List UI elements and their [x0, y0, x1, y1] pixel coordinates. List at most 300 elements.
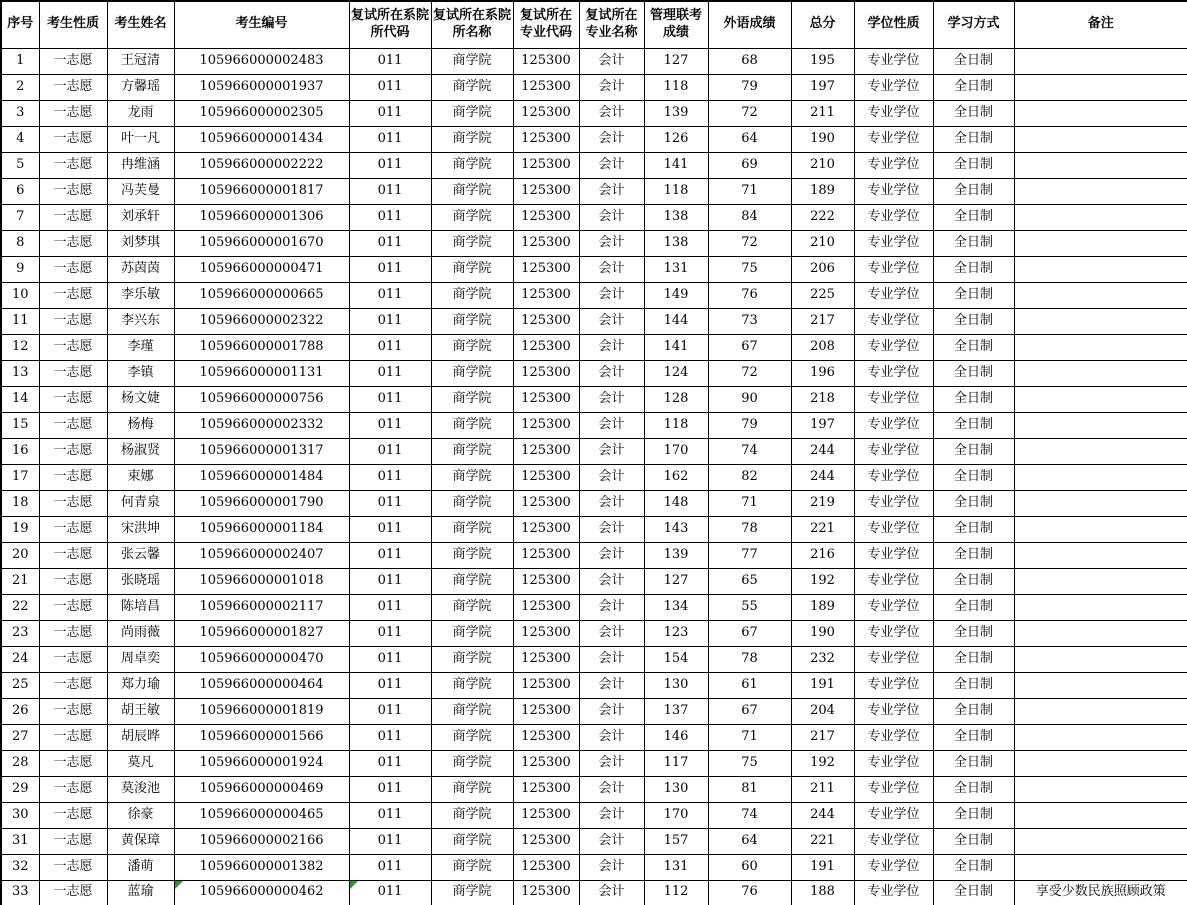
table-cell: 商学院 [431, 178, 513, 204]
table-cell: 专业学位 [854, 48, 933, 74]
table-cell: 189 [791, 594, 854, 620]
table-cell: 商学院 [431, 464, 513, 490]
table-cell: 137 [644, 698, 708, 724]
table-cell: 105966000000462 [174, 880, 349, 905]
table-cell: 商学院 [431, 516, 513, 542]
table-cell: 专业学位 [854, 360, 933, 386]
table-cell: 125300 [513, 880, 579, 905]
table-cell: 商学院 [431, 256, 513, 282]
table-cell: 商学院 [431, 386, 513, 412]
table-cell: 208 [791, 334, 854, 360]
table-cell: 125300 [513, 542, 579, 568]
table-cell: 146 [644, 724, 708, 750]
table-cell: 125300 [513, 308, 579, 334]
table-cell: 73 [708, 308, 791, 334]
table-cell: 125300 [513, 672, 579, 698]
table-cell: 125300 [513, 490, 579, 516]
table-cell: 011 [349, 646, 431, 672]
table-cell: 125300 [513, 724, 579, 750]
table-cell: 105966000002117 [174, 594, 349, 620]
table-cell: 一志愿 [39, 568, 107, 594]
table-cell: 125300 [513, 568, 579, 594]
table-cell [1014, 672, 1187, 698]
table-row [1, 386, 1187, 412]
table-cell: 苏茵茵 [107, 256, 174, 282]
table-cell [1014, 490, 1187, 516]
table-cell: 全日制 [933, 230, 1014, 256]
table-cell: 13 [1, 360, 39, 386]
table-row [1, 880, 1187, 905]
table-cell: 会计 [579, 308, 644, 334]
table-cell: 105966000002332 [174, 412, 349, 438]
column-header-14: 备注 [1014, 1, 1187, 48]
table-row [1, 750, 1187, 776]
table-cell: 叶一凡 [107, 126, 174, 152]
table-cell [1014, 724, 1187, 750]
table-cell: 216 [791, 542, 854, 568]
table-cell: 全日制 [933, 542, 1014, 568]
table-cell: 李镇 [107, 360, 174, 386]
table-cell: 全日制 [933, 802, 1014, 828]
table-row [1, 438, 1187, 464]
table-cell: 李兴东 [107, 308, 174, 334]
table-cell [1014, 334, 1187, 360]
table-cell: 全日制 [933, 282, 1014, 308]
table-cell [1014, 126, 1187, 152]
table-cell: 118 [644, 74, 708, 100]
table-cell: 全日制 [933, 724, 1014, 750]
table-cell: 011 [349, 516, 431, 542]
table-cell: 71 [708, 490, 791, 516]
table-cell: 118 [644, 412, 708, 438]
table-cell: 专业学位 [854, 750, 933, 776]
table-cell: 84 [708, 204, 791, 230]
table-cell: 一志愿 [39, 360, 107, 386]
table-cell: 124 [644, 360, 708, 386]
table-cell: 14 [1, 386, 39, 412]
table-cell: 105966000001788 [174, 334, 349, 360]
table-row [1, 828, 1187, 854]
table-cell: 1 [1, 48, 39, 74]
table-cell: 专业学位 [854, 776, 933, 802]
table-cell [1014, 256, 1187, 282]
column-header-1: 序号 [1, 1, 39, 48]
table-cell: 全日制 [933, 646, 1014, 672]
column-header-5: 复试所在系院所代码 [349, 1, 431, 48]
table-cell: 一志愿 [39, 204, 107, 230]
table-cell: 18 [1, 490, 39, 516]
table-cell: 125300 [513, 100, 579, 126]
table-cell: 商学院 [431, 152, 513, 178]
table-row [1, 594, 1187, 620]
table-cell: 125300 [513, 464, 579, 490]
table-cell: 全日制 [933, 334, 1014, 360]
table-cell: 131 [644, 256, 708, 282]
table-cell: 商学院 [431, 828, 513, 854]
table-cell: 76 [708, 282, 791, 308]
table-cell: 105966000001790 [174, 490, 349, 516]
table-cell [1014, 308, 1187, 334]
table-cell: 会计 [579, 672, 644, 698]
table-row [1, 802, 1187, 828]
table-cell: 一志愿 [39, 750, 107, 776]
table-cell: 105966000001306 [174, 204, 349, 230]
table-cell: 专业学位 [854, 74, 933, 100]
table-cell [1014, 776, 1187, 802]
table-cell: 全日制 [933, 464, 1014, 490]
table-cell [1014, 152, 1187, 178]
table-cell: 105966000002166 [174, 828, 349, 854]
table-cell: 131 [644, 854, 708, 880]
table-cell: 189 [791, 178, 854, 204]
table-cell: 商学院 [431, 568, 513, 594]
table-cell [1014, 698, 1187, 724]
table-cell: 全日制 [933, 178, 1014, 204]
column-header-3: 考生姓名 [107, 1, 174, 48]
table-cell: 105966000001937 [174, 74, 349, 100]
table-cell: 7 [1, 204, 39, 230]
table-cell: 一志愿 [39, 74, 107, 100]
table-cell: 67 [708, 698, 791, 724]
table-cell: 78 [708, 646, 791, 672]
table-cell: 一志愿 [39, 542, 107, 568]
table-cell: 192 [791, 568, 854, 594]
table-cell: 一志愿 [39, 386, 107, 412]
table-cell: 81 [708, 776, 791, 802]
table-cell: 23 [1, 620, 39, 646]
table-row [1, 204, 1187, 230]
table-cell: 冯芙曼 [107, 178, 174, 204]
table-cell: 105966000001018 [174, 568, 349, 594]
table-row [1, 230, 1187, 256]
table-cell [1014, 568, 1187, 594]
table-cell: 190 [791, 126, 854, 152]
table-cell: 5 [1, 152, 39, 178]
table-cell [1014, 282, 1187, 308]
table-cell: 211 [791, 776, 854, 802]
table-cell: 011 [349, 204, 431, 230]
table-cell [1014, 74, 1187, 100]
table-cell: 191 [791, 672, 854, 698]
table-cell: 105966000000470 [174, 646, 349, 672]
table-cell: 64 [708, 126, 791, 152]
table-cell: 专业学位 [854, 620, 933, 646]
table-cell: 享受少数民族照顾政策 [1014, 880, 1187, 905]
table-cell: 商学院 [431, 854, 513, 880]
table-cell: 138 [644, 204, 708, 230]
table-cell: 55 [708, 594, 791, 620]
table-cell: 全日制 [933, 412, 1014, 438]
table-cell: 105966000000465 [174, 802, 349, 828]
table-cell: 商学院 [431, 308, 513, 334]
table-cell: 方馨瑶 [107, 74, 174, 100]
table-cell: 222 [791, 204, 854, 230]
table-cell: 244 [791, 438, 854, 464]
table-cell: 全日制 [933, 594, 1014, 620]
table-cell: 全日制 [933, 672, 1014, 698]
table-cell: 162 [644, 464, 708, 490]
table-cell: 会计 [579, 490, 644, 516]
table-cell: 011 [349, 74, 431, 100]
column-header-7: 复试所在专业代码 [513, 1, 579, 48]
table-cell: 219 [791, 490, 854, 516]
table-cell: 商学院 [431, 126, 513, 152]
table-cell: 127 [644, 48, 708, 74]
table-cell: 会计 [579, 204, 644, 230]
table-cell: 79 [708, 412, 791, 438]
table-cell: 会计 [579, 230, 644, 256]
table-cell: 75 [708, 750, 791, 776]
table-cell: 125300 [513, 334, 579, 360]
table-cell: 会计 [579, 334, 644, 360]
table-cell: 128 [644, 386, 708, 412]
table-cell: 105966000000471 [174, 256, 349, 282]
table-cell: 张晓瑶 [107, 568, 174, 594]
table-cell: 专业学位 [854, 386, 933, 412]
table-cell: 105966000002407 [174, 542, 349, 568]
table-cell: 011 [349, 672, 431, 698]
table-cell: 011 [349, 334, 431, 360]
table-cell: 全日制 [933, 854, 1014, 880]
table-cell: 011 [349, 126, 431, 152]
table-cell: 125300 [513, 256, 579, 282]
table-cell [1014, 204, 1187, 230]
table-cell: 一志愿 [39, 620, 107, 646]
table-cell: 170 [644, 438, 708, 464]
table-row [1, 854, 1187, 880]
table-cell: 刘梦琪 [107, 230, 174, 256]
table-cell: 专业学位 [854, 308, 933, 334]
table-cell: 125300 [513, 750, 579, 776]
table-cell: 专业学位 [854, 854, 933, 880]
table-cell [1014, 542, 1187, 568]
table-cell: 李乐敏 [107, 282, 174, 308]
table-cell: 全日制 [933, 386, 1014, 412]
table-cell: 011 [349, 308, 431, 334]
table-cell: 011 [349, 620, 431, 646]
table-cell: 33 [1, 880, 39, 905]
table-cell: 011 [349, 282, 431, 308]
table-cell: 专业学位 [854, 568, 933, 594]
table-cell [1014, 438, 1187, 464]
table-cell: 专业学位 [854, 230, 933, 256]
table-cell: 204 [791, 698, 854, 724]
table-cell: 会计 [579, 776, 644, 802]
table-cell: 138 [644, 230, 708, 256]
table-cell: 潘萌 [107, 854, 174, 880]
table-cell: 会计 [579, 724, 644, 750]
table-cell: 011 [349, 776, 431, 802]
table-cell: 会计 [579, 152, 644, 178]
table-cell: 79 [708, 74, 791, 100]
table-row [1, 334, 1187, 360]
table-cell: 011 [349, 360, 431, 386]
table-cell: 105966000000665 [174, 282, 349, 308]
table-cell: 会计 [579, 48, 644, 74]
table-cell: 徐豪 [107, 802, 174, 828]
table-cell: 12 [1, 334, 39, 360]
table-cell: 李瑾 [107, 334, 174, 360]
table-cell: 一志愿 [39, 646, 107, 672]
table-cell: 67 [708, 620, 791, 646]
table-cell: 商学院 [431, 490, 513, 516]
table-cell: 一志愿 [39, 412, 107, 438]
table-cell: 一志愿 [39, 334, 107, 360]
table-cell: 72 [708, 360, 791, 386]
table-cell: 60 [708, 854, 791, 880]
table-cell: 专业学位 [854, 724, 933, 750]
table-cell: 191 [791, 854, 854, 880]
table-cell: 杨梅 [107, 412, 174, 438]
table-cell: 一志愿 [39, 724, 107, 750]
table-row [1, 724, 1187, 750]
table-cell: 王冠清 [107, 48, 174, 74]
table-cell: 244 [791, 802, 854, 828]
table-cell: 126 [644, 126, 708, 152]
table-cell: 011 [349, 386, 431, 412]
table-cell: 16 [1, 438, 39, 464]
table-cell: 全日制 [933, 100, 1014, 126]
table-cell: 会计 [579, 100, 644, 126]
table-cell: 105966000001131 [174, 360, 349, 386]
table-row [1, 126, 1187, 152]
table-cell: 会计 [579, 542, 644, 568]
table-cell: 71 [708, 724, 791, 750]
table-cell: 011 [349, 854, 431, 880]
table-cell: 210 [791, 230, 854, 256]
table-cell: 71 [708, 178, 791, 204]
table-cell: 商学院 [431, 412, 513, 438]
table-cell: 莫凡 [107, 750, 174, 776]
table-cell: 141 [644, 152, 708, 178]
table-cell: 专业学位 [854, 282, 933, 308]
table-cell: 17 [1, 464, 39, 490]
column-header-9: 管理联考成绩 [644, 1, 708, 48]
table-cell: 一志愿 [39, 152, 107, 178]
table-cell: 商学院 [431, 776, 513, 802]
table-cell: 一志愿 [39, 126, 107, 152]
table-cell: 商学院 [431, 672, 513, 698]
table-cell: 会计 [579, 412, 644, 438]
table-row [1, 412, 1187, 438]
table-cell: 011 [349, 178, 431, 204]
table-cell: 杨文婕 [107, 386, 174, 412]
table-cell: 束娜 [107, 464, 174, 490]
table-cell: 61 [708, 672, 791, 698]
table-cell: 157 [644, 828, 708, 854]
table-cell: 全日制 [933, 568, 1014, 594]
table-cell: 25 [1, 672, 39, 698]
table-cell: 011 [349, 724, 431, 750]
table-cell: 105966000001819 [174, 698, 349, 724]
table-cell: 105966000002322 [174, 308, 349, 334]
table-cell: 244 [791, 464, 854, 490]
table-cell: 3 [1, 100, 39, 126]
table-cell: 全日制 [933, 152, 1014, 178]
table-cell: 196 [791, 360, 854, 386]
table-cell: 一志愿 [39, 672, 107, 698]
table-cell: 82 [708, 464, 791, 490]
table-row [1, 542, 1187, 568]
table-cell: 一志愿 [39, 100, 107, 126]
column-header-13: 学习方式 [933, 1, 1014, 48]
cell-error-indicator-icon [350, 881, 358, 889]
table-cell: 商学院 [431, 334, 513, 360]
table-cell: 会计 [579, 256, 644, 282]
table-cell: 211 [791, 100, 854, 126]
table-cell: 会计 [579, 750, 644, 776]
table-cell: 2 [1, 74, 39, 100]
table-cell: 一志愿 [39, 776, 107, 802]
table-cell: 105966000002222 [174, 152, 349, 178]
table-cell: 28 [1, 750, 39, 776]
table-cell: 会计 [579, 698, 644, 724]
table-cell: 154 [644, 646, 708, 672]
table-cell: 105966000001382 [174, 854, 349, 880]
table-cell: 90 [708, 386, 791, 412]
table-cell: 会计 [579, 646, 644, 672]
table-cell: 76 [708, 880, 791, 905]
table-cell: 195 [791, 48, 854, 74]
table-cell: 127 [644, 568, 708, 594]
table-cell: 专业学位 [854, 646, 933, 672]
table-cell: 专业学位 [854, 152, 933, 178]
table-cell: 105966000001670 [174, 230, 349, 256]
table-row [1, 672, 1187, 698]
table-cell [1014, 594, 1187, 620]
table-row [1, 776, 1187, 802]
table-cell: 011 [349, 100, 431, 126]
table-cell: 陈培昌 [107, 594, 174, 620]
table-cell: 105966000001827 [174, 620, 349, 646]
table-cell: 商学院 [431, 230, 513, 256]
table-cell: 刘承轩 [107, 204, 174, 230]
table-cell: 221 [791, 516, 854, 542]
table-cell: 张云馨 [107, 542, 174, 568]
table-cell: 专业学位 [854, 256, 933, 282]
table-cell: 一志愿 [39, 880, 107, 905]
table-cell: 125300 [513, 594, 579, 620]
table-cell: 125300 [513, 282, 579, 308]
table-cell: 商学院 [431, 100, 513, 126]
table-cell: 会计 [579, 464, 644, 490]
table-cell: 专业学位 [854, 880, 933, 905]
table-cell: 011 [349, 750, 431, 776]
table-cell: 72 [708, 230, 791, 256]
column-header-4: 考生编号 [174, 1, 349, 48]
table-cell: 全日制 [933, 620, 1014, 646]
table-cell: 会计 [579, 386, 644, 412]
table-cell: 胡王敏 [107, 698, 174, 724]
table-cell: 专业学位 [854, 464, 933, 490]
table-row [1, 646, 1187, 672]
table-cell [1014, 620, 1187, 646]
table-cell: 周卓奕 [107, 646, 174, 672]
table-cell: 商学院 [431, 724, 513, 750]
table-cell: 125300 [513, 438, 579, 464]
table-cell: 011 [349, 256, 431, 282]
table-cell: 217 [791, 308, 854, 334]
table-cell: 一志愿 [39, 594, 107, 620]
table-row [1, 256, 1187, 282]
table-cell: 专业学位 [854, 412, 933, 438]
table-cell: 68 [708, 48, 791, 74]
table-cell: 专业学位 [854, 594, 933, 620]
table-cell [1014, 516, 1187, 542]
table-cell: 商学院 [431, 698, 513, 724]
table-cell: 会计 [579, 74, 644, 100]
table-cell: 会计 [579, 126, 644, 152]
